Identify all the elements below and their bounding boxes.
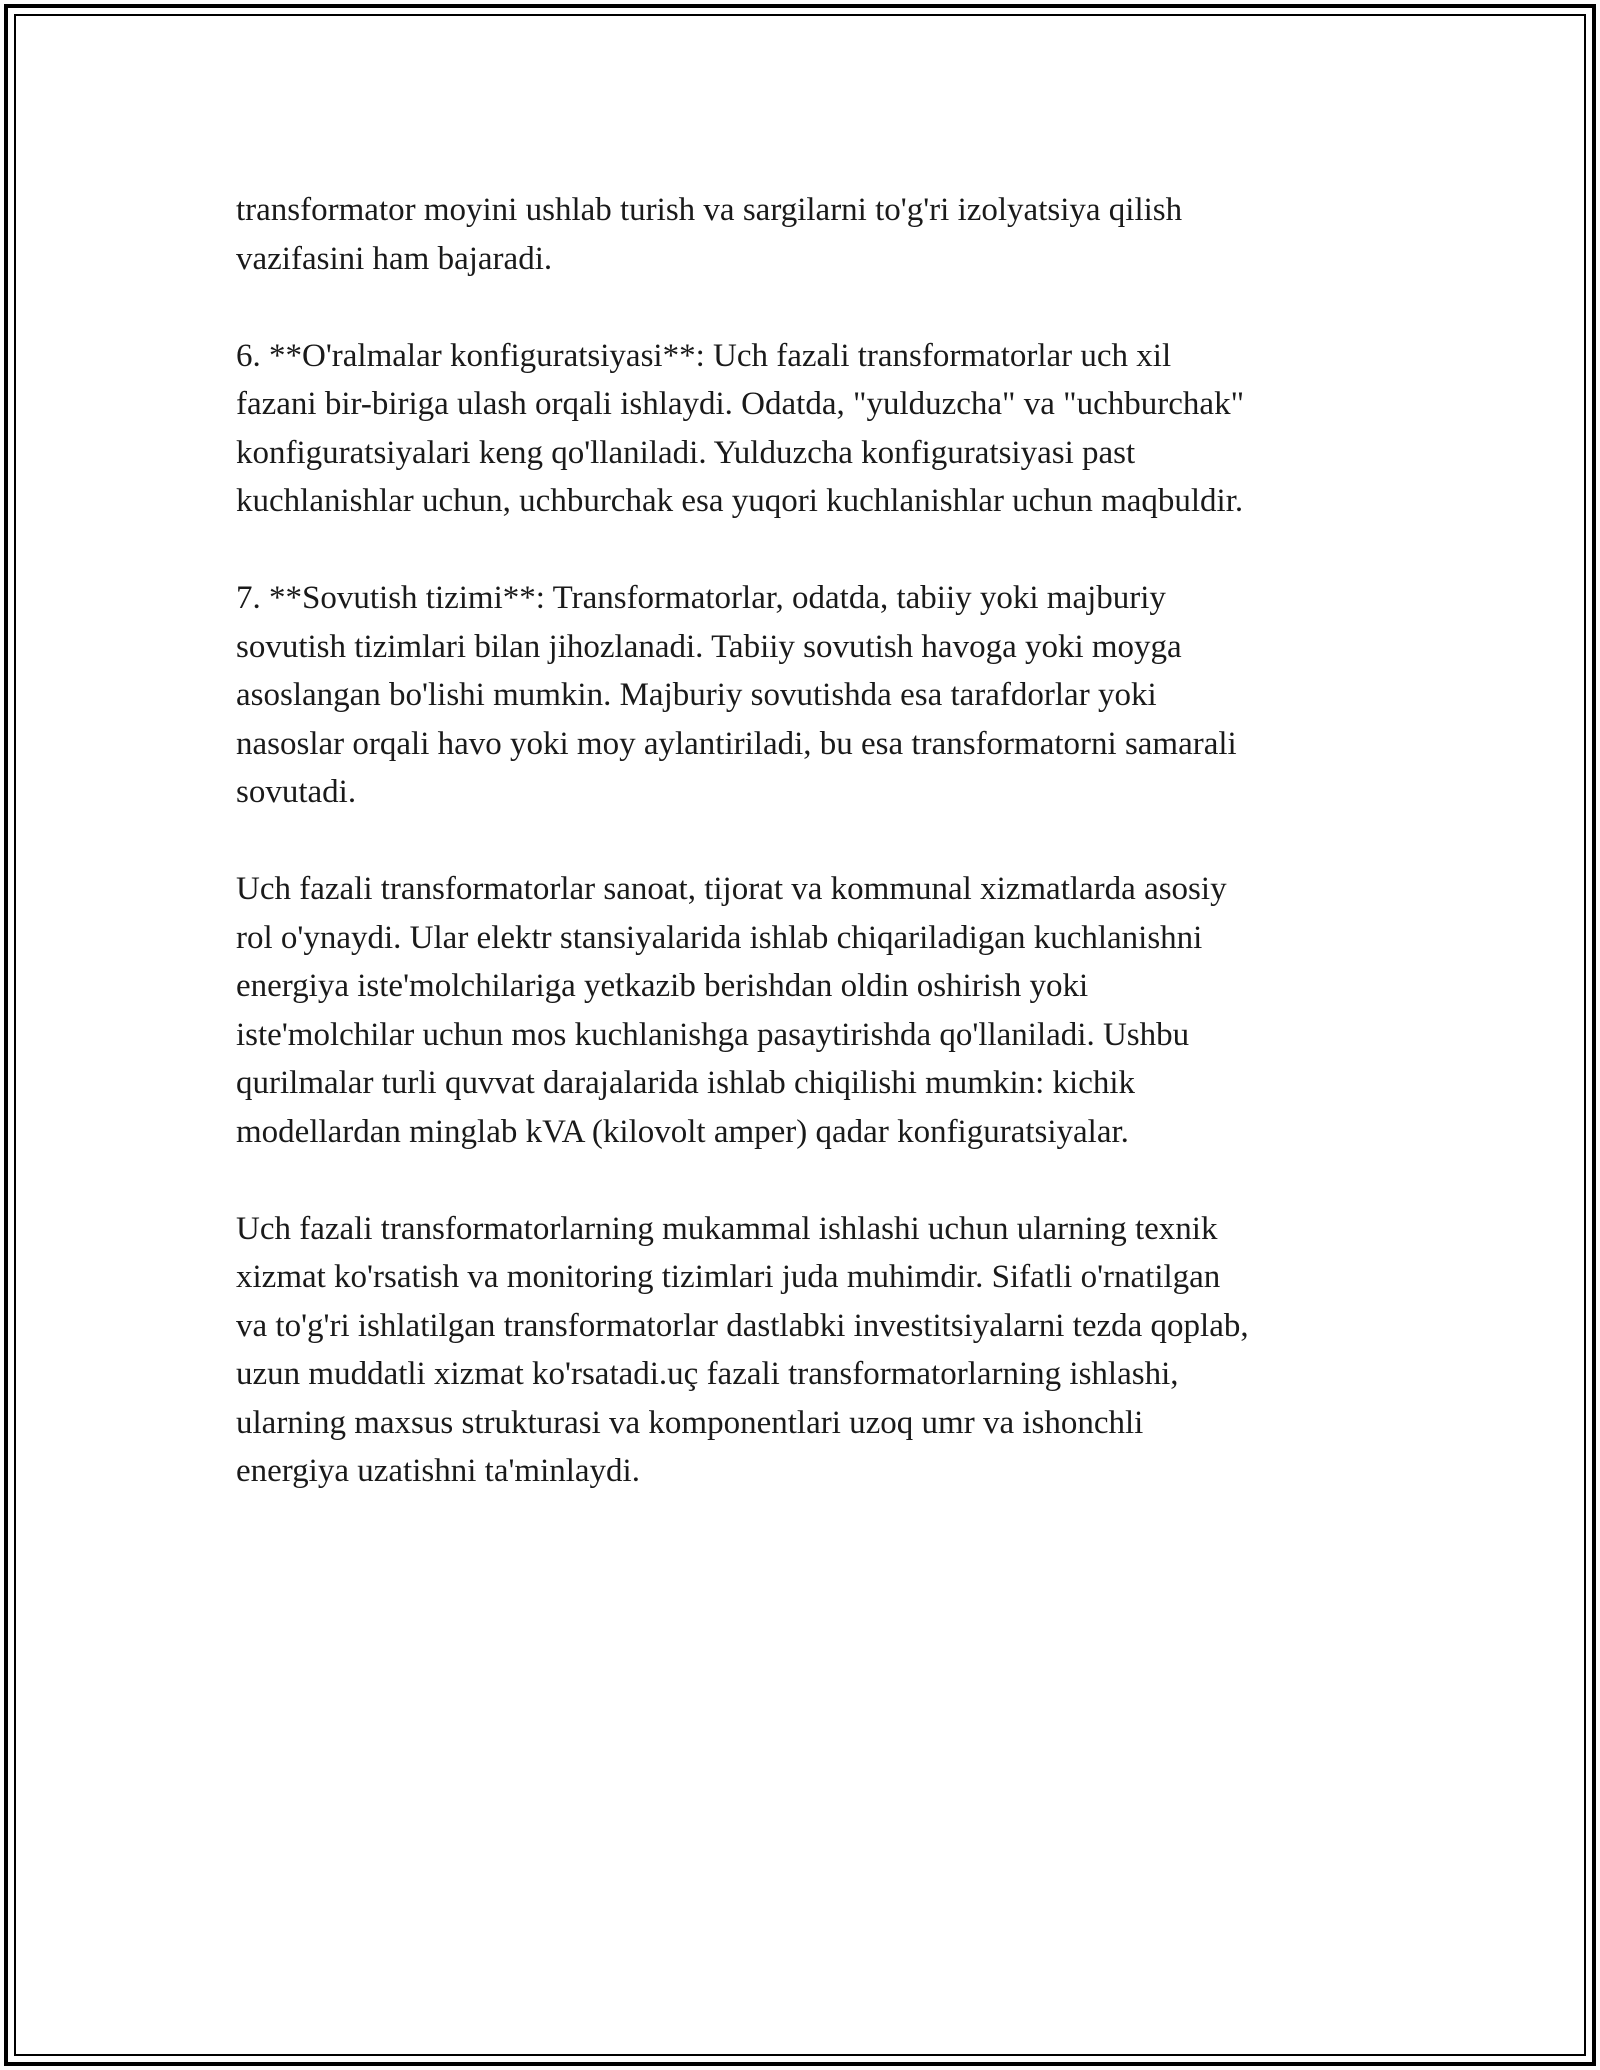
- text-line: sovutish tizimlari bilan jihozlanadi. Tabiiy sovutish havoga yoki moyga: [236, 628, 1182, 665]
- text-line: rol o'ynaydi. Ular elektr stansiyalarida ishlab chiqariladigan kuchlanishni: [236, 919, 1203, 956]
- text-line: kuchlanishlar uchun, uchburchak esa yuqori kuchlanishlar uchun maqbuldir.: [236, 483, 1244, 519]
- text-line: nasoslar orqali havo yoki moy aylantiriladi, bu esa transformatorni samarali: [236, 725, 1237, 762]
- text-line: Uch fazali transformatorlar sanoat, tijorat va kommunal xizmatlarda asosiy: [236, 871, 1227, 907]
- paragraph-cooling-system: [236, 574, 1376, 817]
- paragraph-continuation: [236, 186, 1376, 283]
- text-line: Uch fazali transformatorlarning mukammal ishlashi uchun ularning texnik: [236, 1210, 1218, 1247]
- text-line: konfiguratsiyalari keng qo'llaniladi. Yulduzcha konfiguratsiyasi past: [236, 434, 1136, 471]
- text-line: vazifasini ham bajaradi.: [236, 240, 553, 277]
- paragraph-windings-configuration: [236, 332, 1376, 526]
- text-line: 7. **Sovutish tizimi**: Transformatorlar, odatda, tabiiy yoki majburiy: [236, 580, 1166, 616]
- text-line: uzun muddatli xizmat ko'rsatadi.uç fazali transformatorlarning ishlashi,: [236, 1356, 1179, 1392]
- text-line: energiya iste'molchilariga yetkazib berishdan oldin oshirish yoki: [236, 968, 1089, 1004]
- document-body: [236, 186, 1376, 1544]
- text-line: 6. **O'ralmalar konfiguratsiyasi**: Uch fazali transformatorlar uch xil: [236, 337, 1172, 374]
- text-line: fazani bir-biriga ulash orqali ishlaydi. Odatda, "yulduzcha" va "uchburchak": [236, 386, 1245, 422]
- text-line: transformator moyini ushlab turish va sargilarni to'g'ri izolyatsiya qilish: [236, 192, 1183, 228]
- paragraph-maintenance: [236, 1205, 1376, 1496]
- text-line: ularning maxsus strukturasi va komponentlari uzoq umr va ishonchli: [236, 1404, 1144, 1441]
- paragraph-applications: [236, 865, 1376, 1156]
- text-line: iste'molchilar uchun mos kuchlanishga pasaytirishda qo'llaniladi. Ushbu: [236, 1016, 1190, 1053]
- text-line: asoslangan bo'lishi mumkin. Majburiy sovutishda esa tarafdorlar yoki: [236, 677, 1157, 713]
- text-line: va to'g'ri ishlatilgan transformatorlar dastlabki investitsiyalarni tezda qoplab,: [236, 1307, 1249, 1344]
- text-line: xizmat ko'rsatish va monitoring tizimlari juda muhimdir. Sifatli o'rnatilgan: [236, 1259, 1221, 1295]
- text-line: qurilmalar turli quvvat darajalarida ishlab chiqilishi mumkin: kichik: [236, 1065, 1136, 1101]
- text-line: modellardan minglab kVA (kilovolt amper) qadar konfiguratsiyalar.: [236, 1113, 1129, 1150]
- text-line: energiya uzatishni ta'minlaydi.: [236, 1453, 640, 1489]
- text-line: sovutadi.: [236, 774, 357, 810]
